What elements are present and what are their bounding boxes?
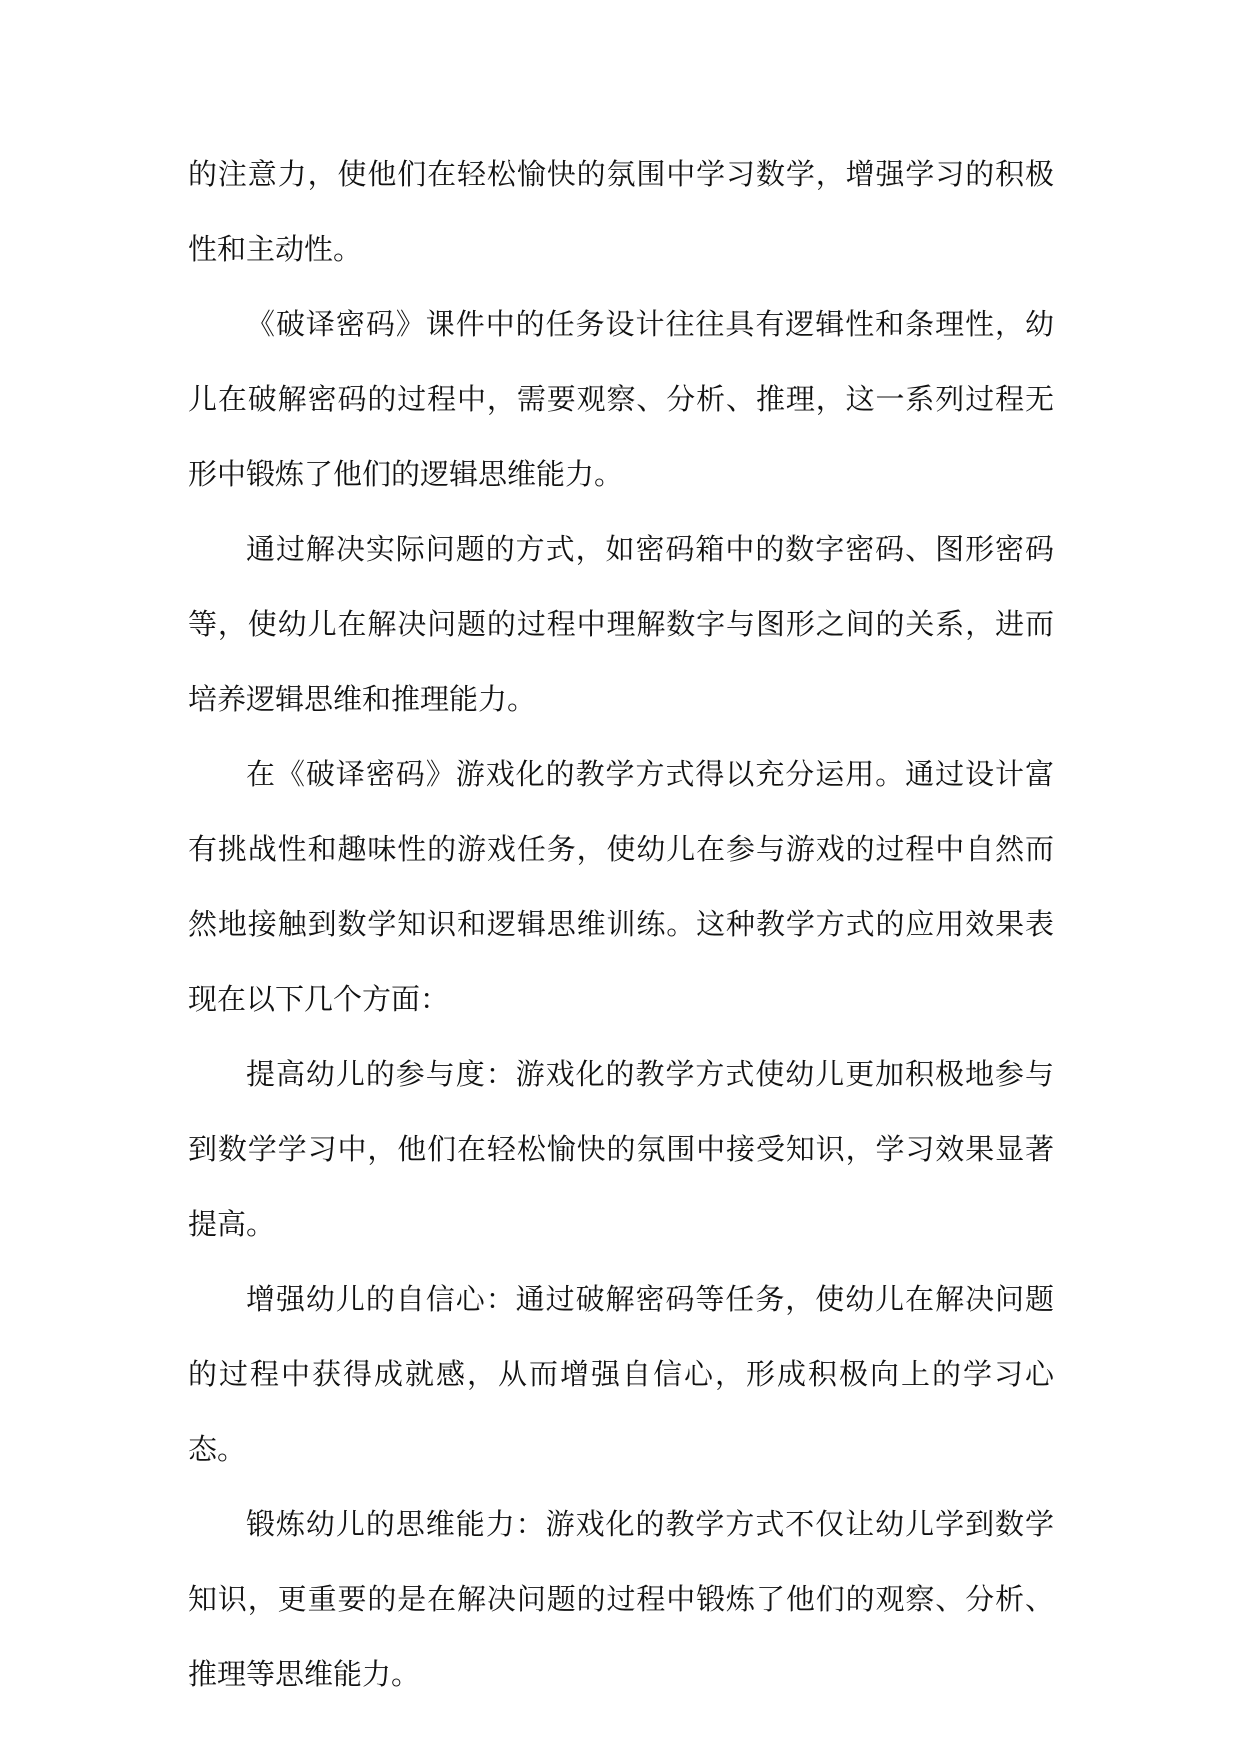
paragraph-1: 的注意力，使他们在轻松愉快的氛围中学习数学，增强学习的积极性和主动性。 — [188, 157, 1054, 266]
body-text — [188, 137, 1054, 1712]
paragraph-3: 通过解决实际问题的方式，如密码箱中的数字密码、图形密码等，使幼儿在解决问题的过程中理解数字与图形之间的关系，进而培养逻辑思维和推理能力。 — [188, 532, 1054, 716]
paragraph-2: 《破译密码》课件中的任务设计往往具有逻辑性和条理性，幼儿在破解密码的过程中，需要观察、分析、推理，这一系列过程无形中锻炼了他们的逻辑思维能力。 — [188, 307, 1054, 491]
paragraph-4: 在《破译密码》游戏化的教学方式得以充分运用。通过设计富有挑战性和趣味性的游戏任务，使幼儿在参与游戏的过程中自然而然地接触到数学知识和逻辑思维训练。这种教学方式的应用效果表现在以下几个方面： — [188, 757, 1054, 1016]
paragraph-7: 锻炼幼儿的思维能力：游戏化的教学方式不仅让幼儿学到数学知识，更重要的是在解决问题的过程中锻炼了他们的观察、分析、推理等思维能力。 — [188, 1507, 1054, 1691]
paragraph-5: 提高幼儿的参与度：游戏化的教学方式使幼儿更加积极地参与到数学学习中，他们在轻松愉快的氛围中接受知识，学习效果显著提高。 — [188, 1057, 1054, 1241]
paragraph-6: 增强幼儿的自信心：通过破解密码等任务，使幼儿在解决问题的过程中获得成就感，从而增强自信心，形成积极向上的学习心态。 — [188, 1282, 1054, 1466]
